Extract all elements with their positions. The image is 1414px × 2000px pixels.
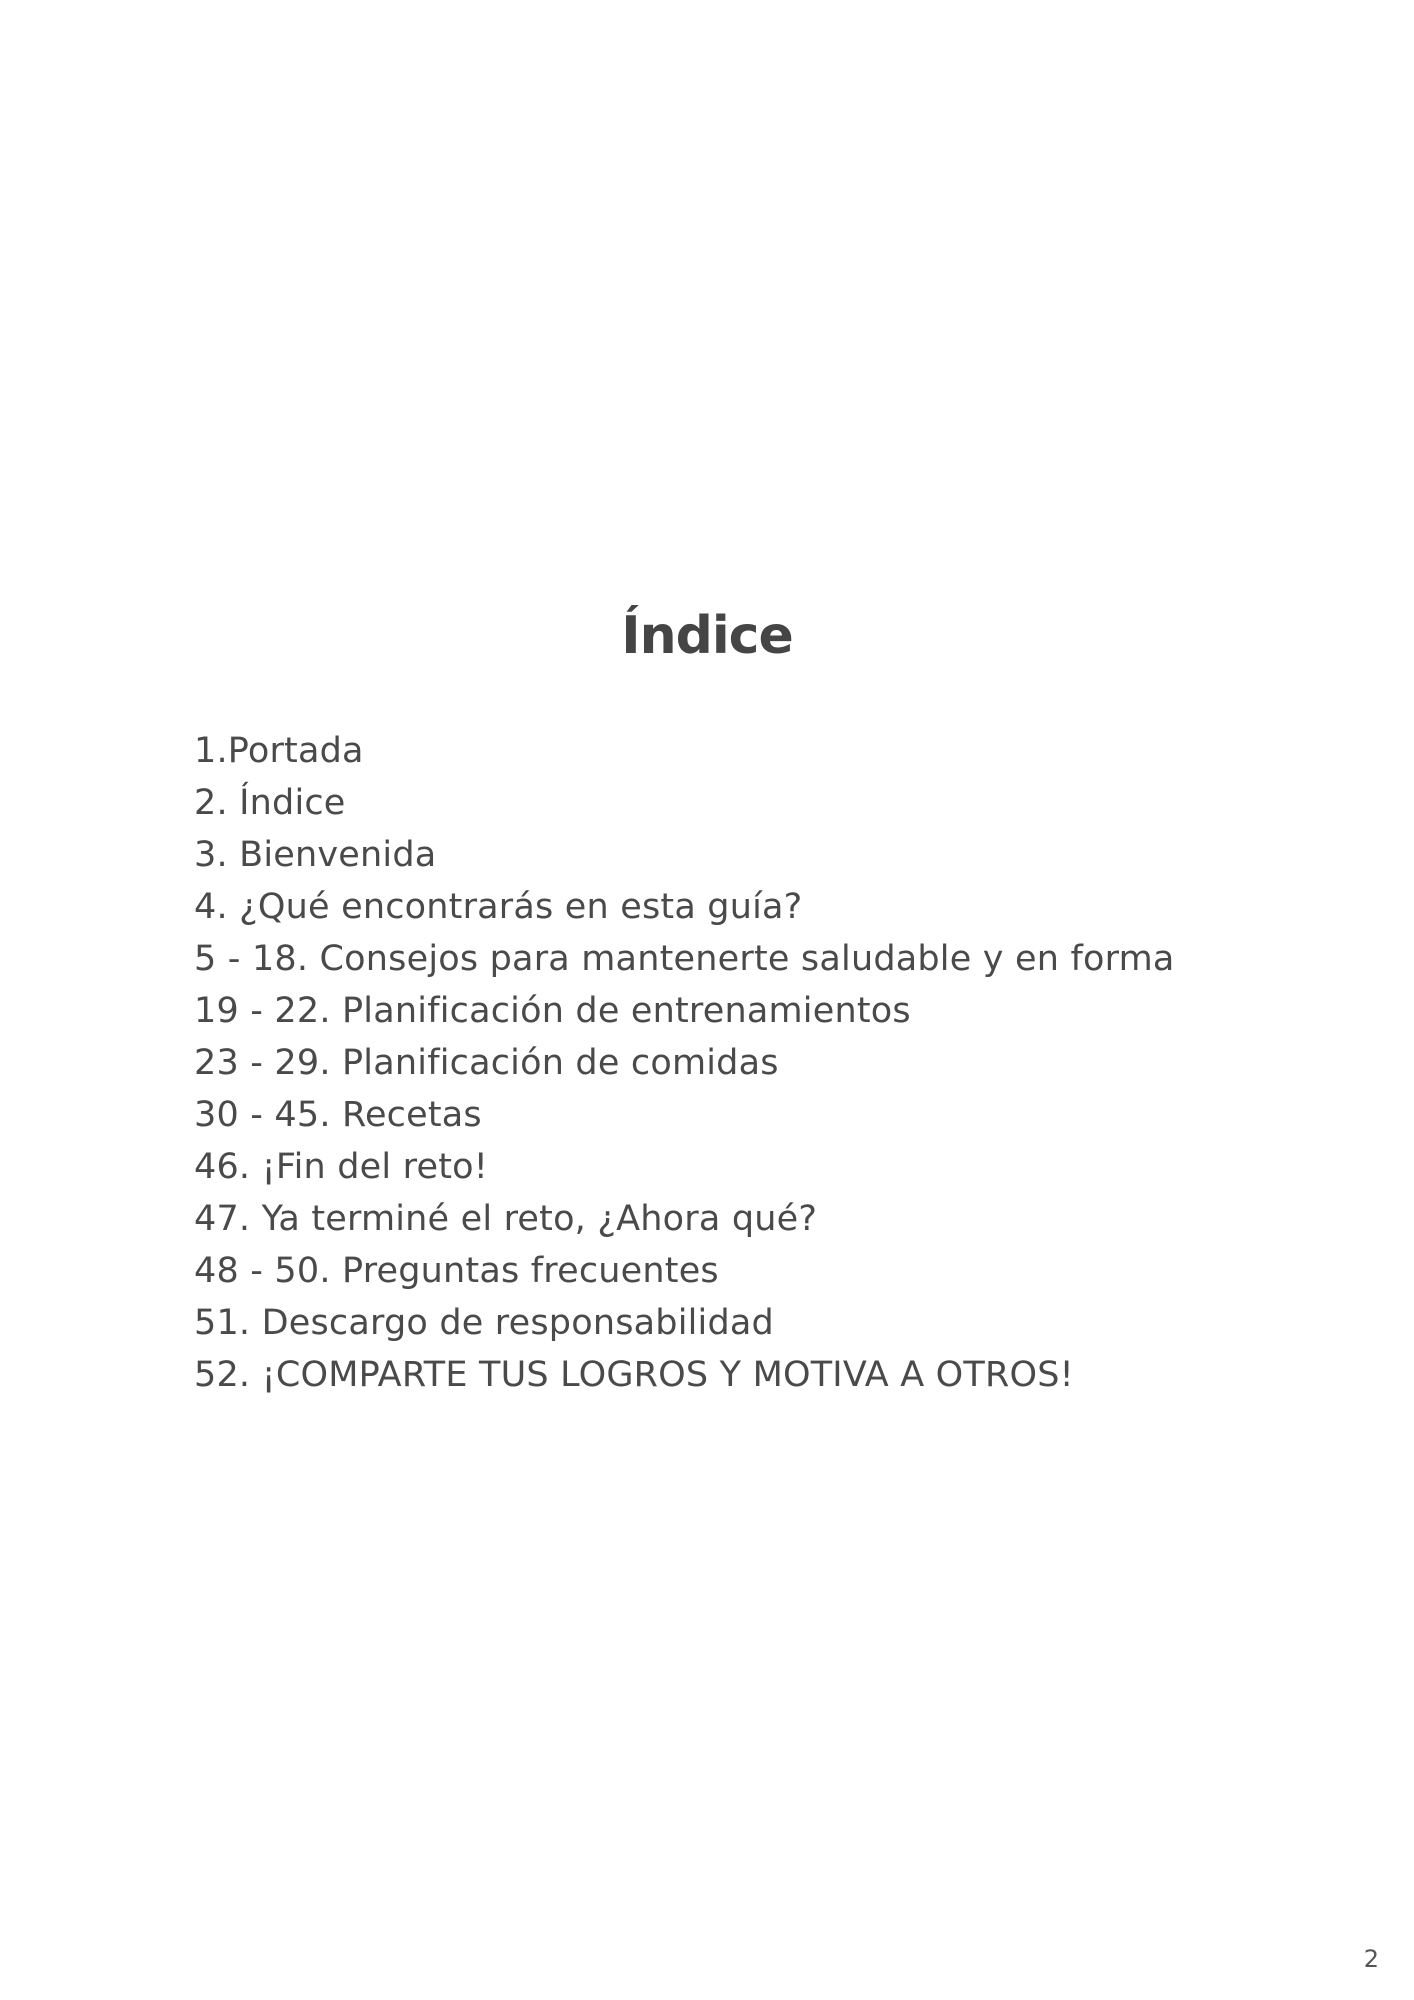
toc-item: 19 - 22. Planificación de entrenamientos bbox=[194, 991, 911, 1031]
toc-item: 1.Portada bbox=[194, 731, 364, 771]
toc-item: 48 - 50. Preguntas frecuentes bbox=[194, 1251, 719, 1291]
toc-item: 46. ¡Fin del reto! bbox=[194, 1147, 488, 1187]
toc-item: 5 - 18. Consejos para mantenerte saludable y en forma bbox=[194, 939, 1175, 979]
toc-item: 30 - 45. Recetas bbox=[194, 1095, 482, 1135]
toc-item: 52. ¡COMPARTE TUS LOGROS Y MOTIVA A OTROS! bbox=[194, 1355, 1074, 1395]
page-number: 2 bbox=[1363, 1945, 1379, 1973]
toc-item: 51. Descargo de responsabilidad bbox=[194, 1303, 774, 1343]
toc-item: 4. ¿Qué encontrarás en esta guía? bbox=[194, 887, 803, 927]
toc-item: 23 - 29. Planificación de comidas bbox=[194, 1043, 779, 1083]
toc-item: 3. Bienvenida bbox=[194, 835, 437, 875]
toc-item: 2. Índice bbox=[194, 783, 346, 823]
table-of-contents bbox=[194, 725, 1175, 1401]
page-title: Índice bbox=[621, 606, 793, 666]
toc-item: 47. Ya terminé el reto, ¿Ahora qué? bbox=[194, 1199, 818, 1239]
